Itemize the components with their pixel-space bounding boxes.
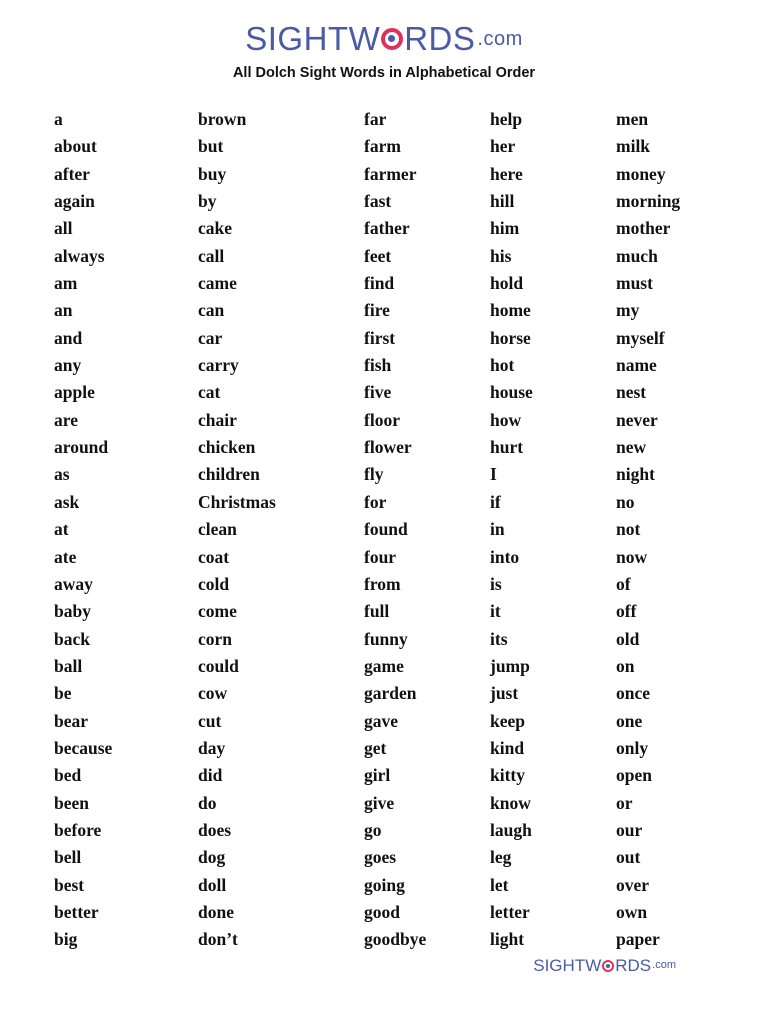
sight-word: baby [54, 601, 91, 622]
sight-word: first [364, 327, 396, 348]
sight-word: and [54, 327, 83, 348]
sight-word: five [364, 382, 392, 403]
sight-word: best [54, 874, 85, 895]
sight-word: because [54, 737, 113, 758]
word-column-5 [616, 106, 756, 954]
logo-text-left: SIGHTW [245, 20, 381, 57]
sight-word: an [54, 300, 73, 321]
sight-word: gave [364, 710, 399, 731]
sight-word: ate [54, 546, 77, 567]
sight-word: floor [364, 409, 400, 430]
sight-word: did [198, 765, 223, 786]
sight-word: name [616, 355, 657, 376]
sight-word: never [616, 409, 658, 430]
sight-word: once [616, 683, 651, 704]
sight-word: jump [490, 655, 530, 676]
sight-word: done [198, 901, 234, 922]
sight-word: old [616, 628, 640, 649]
sight-word: mother [616, 218, 671, 239]
sight-word: light [490, 929, 525, 950]
footer-logo-text-right: RDS [615, 956, 652, 975]
sight-word: know [490, 792, 531, 813]
sight-word: been [54, 792, 89, 813]
sight-word: are [54, 409, 78, 430]
sight-word: call [198, 245, 225, 266]
sight-word: out [616, 847, 641, 868]
sight-word: can [198, 300, 225, 321]
sight-word: coat [198, 546, 230, 567]
sight-word: just [490, 683, 519, 704]
sight-word: Christmas [198, 491, 276, 512]
sight-word: don’t [198, 929, 238, 950]
sight-word: always [54, 245, 105, 266]
footer-eye-logo-icon [602, 960, 614, 972]
sight-word: morning [616, 191, 681, 212]
sight-word: my [616, 300, 640, 321]
footer-logo [533, 957, 676, 974]
sight-word: better [54, 901, 99, 922]
sight-word: goodbye [364, 929, 427, 950]
sight-word: now [616, 546, 648, 567]
sight-word: no [616, 491, 635, 512]
sight-word: our [616, 819, 643, 840]
sight-word: around [54, 437, 109, 458]
sight-word: going [364, 874, 405, 895]
sight-word: farm [364, 136, 401, 157]
sight-word: car [198, 327, 223, 348]
sight-word: fast [364, 191, 392, 212]
sight-word: is [490, 573, 502, 594]
sight-word: after [54, 163, 90, 184]
sight-word: in [490, 519, 505, 540]
sight-word: could [198, 655, 239, 676]
sight-word: hill [490, 191, 515, 212]
sight-word: as [54, 464, 70, 485]
sight-word: cat [198, 382, 221, 403]
word-list [0, 106, 768, 966]
word-column-2 [198, 106, 338, 954]
word-column-1 [54, 106, 194, 954]
sight-word: kind [490, 737, 525, 758]
sight-word: go [364, 819, 382, 840]
sight-word: cow [198, 683, 228, 704]
sight-word: much [616, 245, 658, 266]
sight-word: cut [198, 710, 222, 731]
sight-word: four [364, 546, 397, 567]
sight-word: cold [198, 573, 230, 594]
sight-word: only [616, 737, 649, 758]
sight-word: find [364, 273, 395, 294]
sight-word: give [364, 792, 395, 813]
sight-word: came [198, 273, 237, 294]
sight-word: day [198, 737, 226, 758]
sight-word: bell [54, 847, 82, 868]
sight-word: it [490, 601, 501, 622]
sight-word: away [54, 573, 93, 594]
sight-word: home [490, 300, 531, 321]
sight-word: let [490, 874, 509, 895]
sight-word: about [54, 136, 97, 157]
sight-word: buy [198, 163, 227, 184]
sight-word: by [198, 191, 217, 212]
sight-word: new [616, 437, 647, 458]
sight-word: his [490, 245, 512, 266]
sight-word: hurt [490, 437, 524, 458]
sight-word: its [490, 628, 508, 649]
sight-word: for [364, 491, 387, 512]
sight-word: big [54, 929, 78, 950]
sightwords-logo [245, 22, 523, 55]
sight-word: help [490, 109, 523, 129]
sight-word: bear [54, 710, 89, 731]
sight-word: garden [364, 683, 417, 704]
sight-word: not [616, 519, 641, 540]
sight-word: full [364, 601, 390, 622]
sight-word: ball [54, 655, 83, 676]
sight-word: flower [364, 437, 412, 458]
sight-word: cake [198, 218, 233, 239]
sight-word: be [54, 683, 72, 704]
sight-word: own [616, 901, 648, 922]
sight-word: off [616, 601, 637, 622]
sight-word: hot [490, 355, 515, 376]
sight-word: milk [616, 136, 651, 157]
sight-word: how [490, 409, 522, 430]
sight-word: at [54, 519, 69, 540]
sight-word: letter [490, 901, 530, 922]
sight-word: laugh [490, 819, 532, 840]
sight-word: if [490, 491, 501, 512]
sight-word: keep [490, 710, 525, 731]
sight-word: fly [364, 464, 384, 485]
sight-word: found [364, 519, 408, 540]
sight-word: before [54, 819, 102, 840]
sight-word: her [490, 136, 516, 157]
sight-word: from [364, 573, 401, 594]
sight-word: any [54, 355, 82, 376]
sight-word: over [616, 874, 650, 895]
sight-word: chicken [198, 437, 256, 458]
sight-word: funny [364, 628, 408, 649]
sight-word: good [364, 901, 400, 922]
sight-word: corn [198, 628, 233, 649]
sight-word: money [616, 163, 666, 184]
sight-word: him [490, 218, 520, 239]
sight-word: but [198, 136, 224, 157]
sight-word: does [198, 819, 232, 840]
sight-word: open [616, 765, 652, 786]
sight-word: children [198, 464, 260, 485]
sight-word: bed [54, 765, 82, 786]
sight-word: must [616, 273, 653, 294]
eye-logo-icon [381, 28, 403, 50]
word-column-3 [364, 106, 504, 954]
sight-word: into [490, 546, 520, 567]
sight-word: farmer [364, 163, 417, 184]
sight-word: far [364, 109, 387, 129]
sight-word: fish [364, 355, 392, 376]
sight-word: house [490, 382, 533, 403]
sight-word: all [54, 218, 73, 239]
sight-word: dog [198, 847, 226, 868]
sight-word: goes [364, 847, 397, 868]
sight-word: back [54, 628, 90, 649]
sight-word: come [198, 601, 237, 622]
sight-word: am [54, 273, 78, 294]
page-header [0, 22, 768, 81]
footer-logo-text-left: SIGHTW [533, 956, 602, 975]
sight-word: brown [198, 109, 247, 129]
sight-word: ask [54, 491, 80, 512]
sight-word: do [198, 792, 217, 813]
sight-word: carry [198, 355, 239, 376]
sight-word: men [616, 109, 649, 129]
sight-word: a [54, 109, 63, 129]
sight-word: doll [198, 874, 227, 895]
word-column-4 [490, 106, 630, 954]
sight-word: paper [616, 929, 660, 950]
sight-word: apple [54, 382, 95, 403]
logo-suffix: .com [477, 27, 523, 50]
sight-word: fire [364, 300, 390, 321]
sight-word: get [364, 737, 387, 758]
sight-word: nest [616, 382, 647, 403]
sight-word: leg [490, 847, 512, 868]
footer-logo-suffix: .com [652, 959, 676, 971]
sight-word: here [490, 163, 523, 184]
sight-word: father [364, 218, 410, 239]
sight-word: clean [198, 519, 237, 540]
sight-word: again [54, 191, 95, 212]
sight-word: chair [198, 409, 237, 430]
sight-word: one [616, 710, 643, 731]
sight-word: horse [490, 327, 531, 348]
sight-word: of [616, 573, 631, 594]
sight-word: myself [616, 327, 665, 348]
sight-word: girl [364, 765, 391, 786]
sight-word: kitty [490, 765, 525, 786]
sight-word: night [616, 464, 655, 485]
sight-word: feet [364, 245, 392, 266]
sight-word: game [364, 655, 404, 676]
sight-word: or [616, 792, 633, 813]
sight-word: I [490, 464, 497, 485]
sight-word: hold [490, 273, 524, 294]
page-title: All Dolch Sight Words in Alphabetical Order [232, 65, 536, 81]
sight-word: on [616, 655, 635, 676]
logo-text-right: RDS [404, 20, 476, 57]
